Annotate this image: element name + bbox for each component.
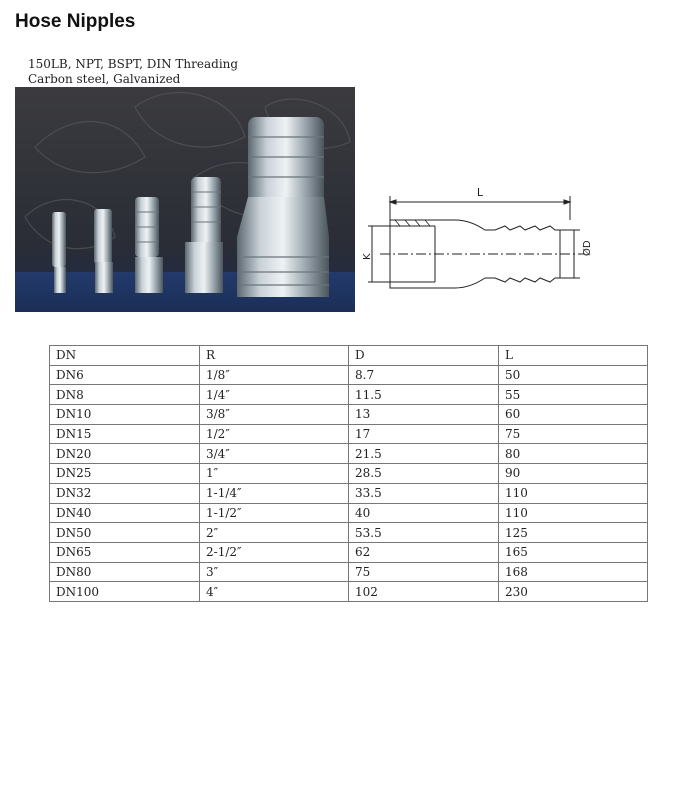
table-cell: 3″ xyxy=(200,562,349,582)
table-cell: DN25 xyxy=(50,464,200,484)
table-cell: 17 xyxy=(349,424,499,444)
nipple-small-2 xyxy=(94,209,113,293)
length-label: L xyxy=(476,186,484,199)
table-cell: 33.5 xyxy=(349,483,499,503)
table-cell: 8.7 xyxy=(349,365,499,385)
table-row xyxy=(50,562,648,582)
table-cell: 110 xyxy=(499,503,648,523)
nipple-small-1 xyxy=(52,212,66,293)
table-cell: 165 xyxy=(499,542,648,562)
table-row xyxy=(50,385,648,405)
table-cell: 13 xyxy=(349,405,499,425)
table-row xyxy=(50,365,648,385)
table-cell: DN40 xyxy=(50,503,200,523)
column-header-d: D xyxy=(349,346,499,366)
table-cell: 2″ xyxy=(200,523,349,543)
table-cell: 3/4″ xyxy=(200,444,349,464)
table-row xyxy=(50,405,648,425)
table-cell: 90 xyxy=(499,464,648,484)
table-cell: 75 xyxy=(349,562,499,582)
table-cell: 102 xyxy=(349,582,499,602)
table-cell: DN20 xyxy=(50,444,200,464)
table-cell: 1/8″ xyxy=(200,365,349,385)
column-header-l: L xyxy=(499,346,648,366)
table-row xyxy=(50,424,648,444)
table-cell: 75 xyxy=(499,424,648,444)
table-cell: 62 xyxy=(349,542,499,562)
table-cell: 125 xyxy=(499,523,648,543)
table-cell: 1/4″ xyxy=(200,385,349,405)
table-row xyxy=(50,444,648,464)
table-cell: 230 xyxy=(499,582,648,602)
table-cell: DN6 xyxy=(50,365,200,385)
table-cell: 80 xyxy=(499,444,648,464)
table-cell: DN10 xyxy=(50,405,200,425)
table-cell: 110 xyxy=(499,483,648,503)
threading-spec: 150LB, NPT, BSPT, DIN Threading xyxy=(28,57,239,71)
table-row xyxy=(50,503,648,523)
table-cell: DN32 xyxy=(50,483,200,503)
table-cell: 21.5 xyxy=(349,444,499,464)
product-photo xyxy=(15,87,355,312)
table-cell: 168 xyxy=(499,562,648,582)
table-row xyxy=(50,582,648,602)
table-cell: 2-1/2″ xyxy=(200,542,349,562)
table-cell: 1/2″ xyxy=(200,424,349,444)
table-cell: 50 xyxy=(499,365,648,385)
table-cell: DN15 xyxy=(50,424,200,444)
table-cell: 1-1/4″ xyxy=(200,483,349,503)
table-cell: 4″ xyxy=(200,582,349,602)
column-header-r: R xyxy=(200,346,349,366)
table-cell: DN100 xyxy=(50,582,200,602)
table-cell: 1-1/2″ xyxy=(200,503,349,523)
k-label: K xyxy=(362,253,373,260)
technical-drawing xyxy=(360,180,600,290)
table-row xyxy=(50,464,648,484)
table-cell: 40 xyxy=(349,503,499,523)
table-header-row xyxy=(50,346,648,366)
page-title: Hose Nipples xyxy=(15,11,136,32)
table-cell: 28.5 xyxy=(349,464,499,484)
table-cell: 53.5 xyxy=(349,523,499,543)
dimensions-table xyxy=(49,345,648,602)
table-row xyxy=(50,542,648,562)
table-cell: DN80 xyxy=(50,562,200,582)
table-cell: DN50 xyxy=(50,523,200,543)
material-spec: Carbon steel, Galvanized xyxy=(28,72,181,86)
table-cell: 60 xyxy=(499,405,648,425)
table-cell: 3/8″ xyxy=(200,405,349,425)
table-cell: 1″ xyxy=(200,464,349,484)
table-cell: 55 xyxy=(499,385,648,405)
table-cell: DN65 xyxy=(50,542,200,562)
table-row xyxy=(50,523,648,543)
diameter-label: ØD xyxy=(582,240,593,256)
table-cell: DN8 xyxy=(50,385,200,405)
table-cell: 11.5 xyxy=(349,385,499,405)
column-header-dn: DN xyxy=(50,346,200,366)
table-row xyxy=(50,483,648,503)
